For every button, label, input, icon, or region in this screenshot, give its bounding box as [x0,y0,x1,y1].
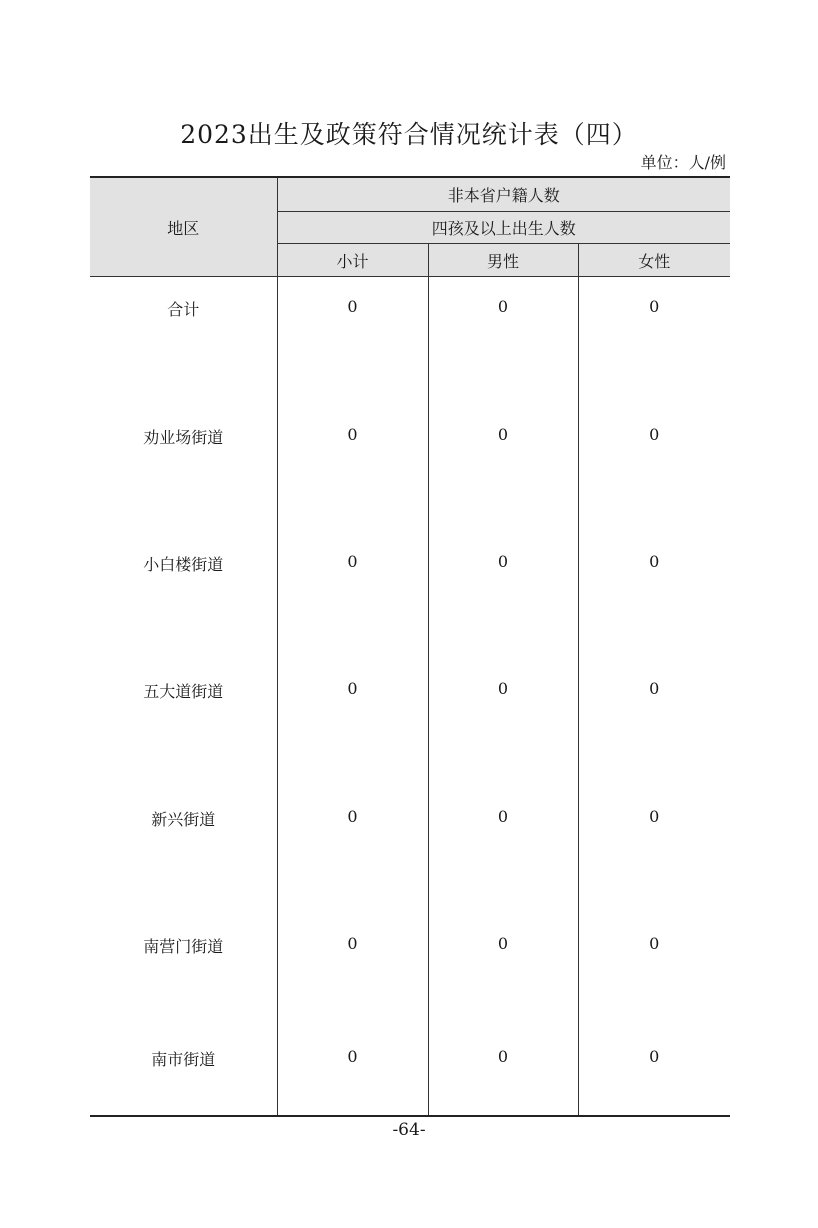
region-cell: 劝业场街道 [143,427,224,447]
page-number: -64- [392,1120,426,1140]
male-cell: 0 [428,532,578,659]
male-cell: 0 [428,787,578,914]
female-cell: 0 [578,787,730,914]
header-male: 男性 [428,244,578,277]
male-cell: 0 [428,659,578,786]
subtotal-cell: 0 [277,659,428,786]
region-cell: 五大道街道 [143,682,224,702]
male-cell: 0 [428,1041,578,1116]
female-cell: 0 [578,659,730,786]
female-cell: 0 [578,1041,730,1116]
female-cell: 0 [578,914,730,1041]
table-row [90,532,730,659]
region-cell: 南营门街道 [143,937,224,957]
table-header [90,177,730,277]
subtotal-cell: 0 [277,277,428,405]
region-cell: 小白楼街道 [143,554,224,574]
subtotal-cell: 0 [277,532,428,659]
table-row [90,1041,730,1116]
region-cell: 新兴街道 [151,809,216,829]
subtotal-cell: 0 [277,914,428,1041]
table-row [90,405,730,532]
male-cell: 0 [428,914,578,1041]
subtotal-cell: 0 [277,1041,428,1116]
subtotal-cell: 0 [277,405,428,532]
region-cell: 南市街道 [90,1041,277,1116]
statistics-table [90,176,730,1117]
header-female: 女性 [578,244,730,277]
unit-label: 单位：人/例 [640,153,726,172]
page-title: 2023出生及政策符合情况统计表（四） [180,120,638,149]
header-subgroup: 四孩及以上出生人数 [277,212,730,244]
male-cell: 0 [428,405,578,532]
table-row [90,787,730,914]
table-row [90,914,730,1041]
table-row [90,277,730,405]
region-cell: 合计 [167,300,200,319]
male-cell: 0 [428,277,578,405]
table-row [90,659,730,786]
header-region: 地区 [90,177,277,277]
female-cell: 0 [578,405,730,532]
subtotal-cell: 0 [277,787,428,914]
header-group: 非本省户籍人数 [277,177,730,212]
female-cell: 0 [578,532,730,659]
female-cell: 0 [578,277,730,405]
header-subtotal: 小计 [277,244,428,277]
